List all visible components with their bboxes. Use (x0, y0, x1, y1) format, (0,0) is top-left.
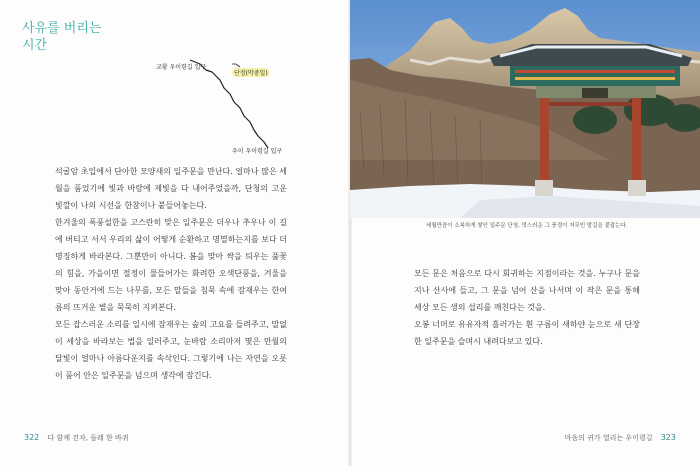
running-title-right: 마음의 귀가 열리는 우이령길 (564, 434, 653, 442)
photo-illustration (350, 0, 700, 218)
map-label-mid: 단정(막중일) (234, 70, 268, 77)
left-folio (24, 433, 129, 443)
chapter-title-line-2: 시간 (22, 38, 48, 53)
page-number-right: 323 (660, 433, 676, 442)
right-body-text (414, 265, 640, 350)
chapter-title-line-1: 사유를 버리는 (22, 21, 102, 36)
right-folio (565, 433, 676, 443)
right-page (350, 0, 700, 466)
paragraph: 모든 잡스러운 소리를 일시에 잠재우는 숲의 고요를 들려주고, 말없이 세상을 바라보는 법을 일러주고, 눈바람 소리마저 몇은 만월의 달빛이 얼마나 아름다운지를 속삭인다. 그렇기에 나는 자연을 오롯이 품어 안은 일주문을 넘으며 생각에 잠긴다. (55, 320, 287, 380)
map-label-end: 우이 우이령길 입구 (232, 148, 283, 155)
chapter-title (22, 20, 101, 54)
temple-gate-photo (350, 0, 700, 218)
route-branch (232, 64, 240, 67)
running-title-left: 다 함께 걷자, 들레 한 바퀴 (47, 434, 129, 442)
photo-caption: 세월만큼이 소복하게 쌓인 일주문 단청, 멋스러운 그 풍경이 저무빈 발길을 붙잡는다. (426, 223, 628, 229)
route-map (140, 50, 300, 160)
paragraph: 오봉 너머로 유유자적 흘러가는 흰 구름이 새하얀 눈으로 새 단장한 일주문을 슬며시 내려다보고 있다. (414, 320, 640, 346)
paragraph: 모든 문은 처음으로 다시 회귀하는 지점이라는 것을. 누구나 문을 지나 산사에 들고, 그 문을 넘어 산을 나서며 이 작은 문을 통해 세상 모든 생의 섭리를 깨친다는 것을. (414, 269, 640, 312)
left-body-text (55, 163, 287, 384)
map-label-start: 교황 우이령길 입구 (156, 64, 207, 71)
paragraph: 석굴암 초입에서 단아한 모양새의 일주문을 만난다. 얼마나 많은 세월을 품었기에 빛과 바람에 제빛을 다 내어주었을까, 단청의 고운 빛깔이 나의 시선을 한참이나 붙들어놓는다. (55, 167, 287, 210)
paragraph: 한겨울의 폭풍설한을 고스란히 맞은 일주문은 더우나 추우나 이 길에 버티고 서서 우리의 삶이 어떻게 순환하고 명멸하는지를 보다 더 명징하게 바라본다. 그뿐만이 아니다. 봄을 맞아 싹을 틔우는 풀꽃의 힘을, 가을이면 절정이 물들어가는 화려한 오색단풍을, 겨울을 맞아 동안거에 드는 나무를, 모든 말들을 침묵 속에 잠재우는 한여름의 뜨거운 볕을 묵묵히 지켜본다. (55, 218, 287, 312)
page-number-left: 322 (24, 433, 40, 442)
